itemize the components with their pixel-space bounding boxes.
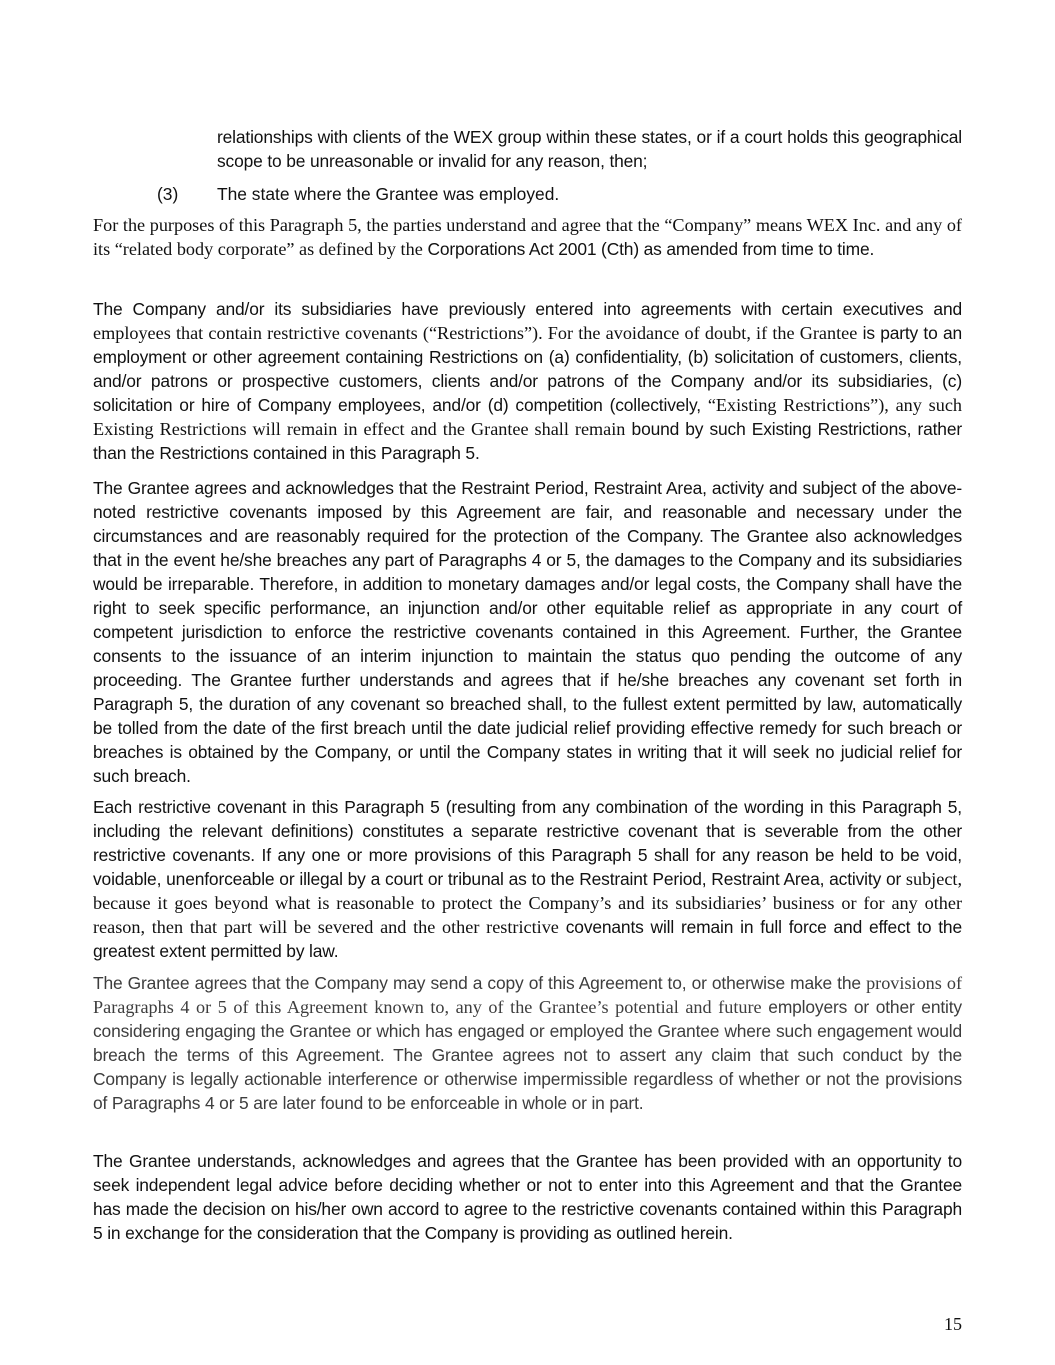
paragraph-text-serif: provisions of Paragraphs 4 or 5 of this Agreement known to, any of the Grantee’s potential and future [93,973,963,1017]
remedies-paragraph: The Grantee agrees and acknowledges that the Restraint Period, Restraint Area, activity and subject of the above-noted restrictive covenants imposed by this Agreement are fair, and reasonable and necessary under the circumstances and are reasonably required for the protection of the Company. The Grantee also acknowledges that in the event he/she breaches any part of Paragraphs 4 or 5, the damages to the Company and its subsidiaries would be irreparable. Therefore, in addition to monetary damages and/or legal costs, the Company shall have the right to seek specific performance, an injunction and/or other equitable relief as appropriate in any court of competent jurisdiction to enforce the restrictive covenants contained in this Agreement. Further, the Grantee consents to the issuance of an interim injunction to maintain the status quo pending the outcome of any proceeding. The Grantee further understands and agrees that if he/she breaches any covenant set forth in Paragraph 5, the duration of any covenant so breached shall, to the fullest extent permitted by law, automatically be tolled from the date of the first breach until the date judicial relief providing effective remedy for such breach or breaches is obtained by the Company, or until the Company states in writing that it will seek no judicial relief for such breach. [93,478,962,786]
page-number: 15 [944,1314,962,1334]
list-item-text: The state where the Grantee was employed. [217,184,560,204]
paragraph-text-sans: Corporations Act 2001 (Cth) as amended from time to time. [422,239,875,259]
paragraph-text: bound by such Existing Restrictions, rather than the Restrictions contained in this Paragraph 5. [93,419,962,463]
severability-paragraph [93,795,962,963]
paragraph-text: is party to an employment or other agreement containing Restrictions on (a) confidentiality, (b) solicitation of customers, clients, and/or patrons or prospective customers, clients and/or patrons of the Company and/or its subsidiaries, (c) solicitation or hire of Company employees, and/or (d) competition (collectively, [93,323,962,415]
paragraph-text: covenants will remain in full force and effect to the greatest extent permitted by law. [93,917,962,961]
paragraph-text-serif: subject, because it goes beyond what is reasonable to protect the Company’s and its subsidiaries’ business or for any other reason, then that part will be severed and the other restrictive [93,869,962,937]
paragraph-text-serif: employees that contain restrictive covenants (“Restrictions”). For the avoidance of doubt, if the Grantee [93,323,858,343]
paragraph-text: Each restrictive covenant in this Paragraph 5 (resulting from any combination of the wording in this Paragraph 5, including the relevant definitions) constitutes a separate restrictive covenant that is severable from the other restrictive covenants. If any one or more provisions of this Paragraph 5 shall for any reason be held to be void, voidable, unenforceable or illegal by a court or tribunal as to the Restraint Period, Restraint Area, activity or [93,797,962,889]
company-definition-paragraph [93,213,962,261]
paragraph-text-serif: For the purposes of this Paragraph 5, the parties understand and agree that the “Company” means WEX Inc. and any of its “related body corporate” as defined by the [93,215,962,259]
paragraph-text: The Company and/or its subsidiaries have previously entered into agreements with certain executives and [93,299,962,319]
paragraph-text: The Grantee agrees that the Company may send a copy of this Agreement to, or otherwise make the [93,973,867,993]
paragraph-text: employers or other entity considering engaging the Grantee or which has engaged or employed the Grantee where such engagement would breach the terms of this Agreement. The Grantee agrees not to assert any claim that such conduct by the Company is legally actionable interference or otherwise impermissible regardless of whether or not the provisions of Paragraphs 4 or 5 are later found to be enforceable in whole or in part. [93,997,962,1113]
paragraph-text-serif: “Existing Restrictions”), any such Existing Restrictions will remain in effect and the Grantee shall remain [93,395,962,439]
list-item-3 [157,182,962,206]
notice-to-employers-paragraph [93,971,962,1115]
existing-restrictions-paragraph [93,297,962,465]
continuation-paragraph: relationships with clients of the WEX group within these states, or if a court holds this geographical scope to be unreasonable or invalid for any reason, then; [217,127,962,171]
list-item-number: (3) [157,184,179,204]
legal-advice-paragraph: The Grantee understands, acknowledges and agrees that the Grantee has been provided with an opportunity to seek independent legal advice before deciding whether or not to enter into this Agreement and that the Grantee has made the decision on his/her own accord to agree to the restrictive covenants contained within this Paragraph 5 in exchange for the consideration that the Company is providing as outlined herein. [93,1151,962,1243]
